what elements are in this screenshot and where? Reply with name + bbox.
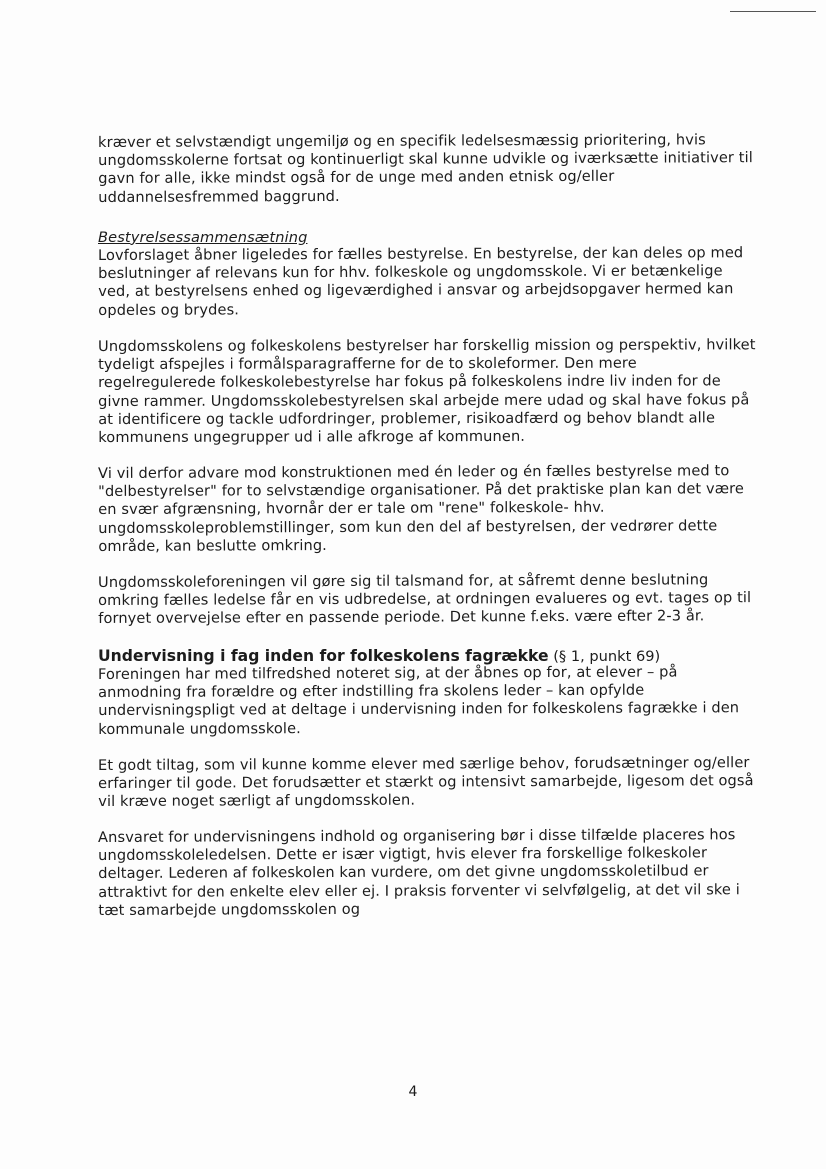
paragraph-bestyrelser-mission: Ungdomsskolens og folkeskolens bestyrelser har forskellig mission og perspektiv, hvilket tydeligt afspejles i formålsparagrafferne for de to skoleformer. Den mere regelregulerede folkeskolebestyrelse har fokus på folkeskolens indre liv inden for de givne rammer. Ungdomsskolebestyrelsen skal arbejde mere udad og skal have fokus på at identificere og tackle udfordringer, problemer, risikoadfærd og behov blandt alle kommunens ungegrupper ud i alle afkroge af kommunen. xyxy=(98,336,756,446)
section-heading-title: Undervisning i fag inden for folkeskolens fagrække xyxy=(98,646,549,665)
document-body xyxy=(98,131,758,920)
paragraph-advare-konstruktion: Vi vil derfor advare mod konstruktionen med én leder og én fælles bestyrelse med to "delbestyrelser" for to selvstændige organisationer. På det praktiske plan kan det være en svær afgrænsning, hvornår der er tale om "rene" folkeskole- hhv. ungdomsskoleproblemstillinger, som kun den del af bestyrelsen, der vedrører dette område, kan beslutte omkring. xyxy=(98,462,745,555)
paragraph-ansvaret: Ansvaret for undervisningens indhold og organisering bør i disse tilfælde placeres hos ungdomsskoleledelsen. Dette er især vigtigt, hvis elever fra forskellige folkeskoler deltager. Lederen af folkeskolen kan vurdere, om det givne ungdomsskoletilbud er attraktivt for den enkelte elev eller ej. I praksis forventer vi selvfølgelig, at det vil ske i tæt samarbejde ungdomsskolen og xyxy=(98,826,740,920)
paragraph-faelles-bestyrelse: Lovforslaget åbner ligeledes for fælles bestyrelse. En bestyrelse, der kan deles op med beslutninger af relevans kun for hhv. folkeskole og ungdomsskole. Vi er betænkelige ved, at bestyrelsens enhed og ligeværdighed i ansvar og arbejdsopgaver hermed kan opdeles og brydes. xyxy=(98,244,744,319)
subheading-bestyrelsessammensaetning: Bestyrelsessammensætning xyxy=(98,228,308,246)
paragraph-godt-tiltag: Et godt tiltag, som vil kunne komme elever med særlige behov, forudsætninger og/eller erfaringer til gode. Det forudsætter et stærkt og intensivt samarbejde, ligesom det også vil kræve noget særligt af ungdomsskolen. xyxy=(98,753,754,811)
page-number: 4 xyxy=(408,1084,418,1100)
paragraph-evaluering: Ungdomsskoleforeningen vil gøre sig til talsmand for, at såfremt denne beslutning omkring fælles ledelse får en vis udbredelse, at ordningen evalueres og evt. tages op til fornyet overvejelse efter en passende periode. Det kunne f.eks. være efter 2-3 år. xyxy=(98,571,752,628)
paragraph-tilfredshed: Foreningen har med tilfredshed noteret sig, at der åbnes op for, at elever – på anmodning fra forældre og efter indstilling fra skolens leder – kan opfylde undervisningspligt ved at deltage i undervisning inden for folkeskolens fagrække i den kommunale ungdomsskole. xyxy=(98,663,740,738)
section-heading-reference: (§ 1, punkt 69) xyxy=(548,647,661,665)
scan-edge-mark xyxy=(730,11,816,12)
paragraph-ungemiljo: kræver et selvstændigt ungemiljø og en specifik ledelsesmæssig prioritering, hvis ungdomsskolerne fortsat og kontinuerligt skal kunne udvikle og iværksætte initiativer til gavn for alle, ikke mindst også for de unge med anden etnisk og/eller uddannelsesfremmed baggrund. xyxy=(98,131,753,206)
